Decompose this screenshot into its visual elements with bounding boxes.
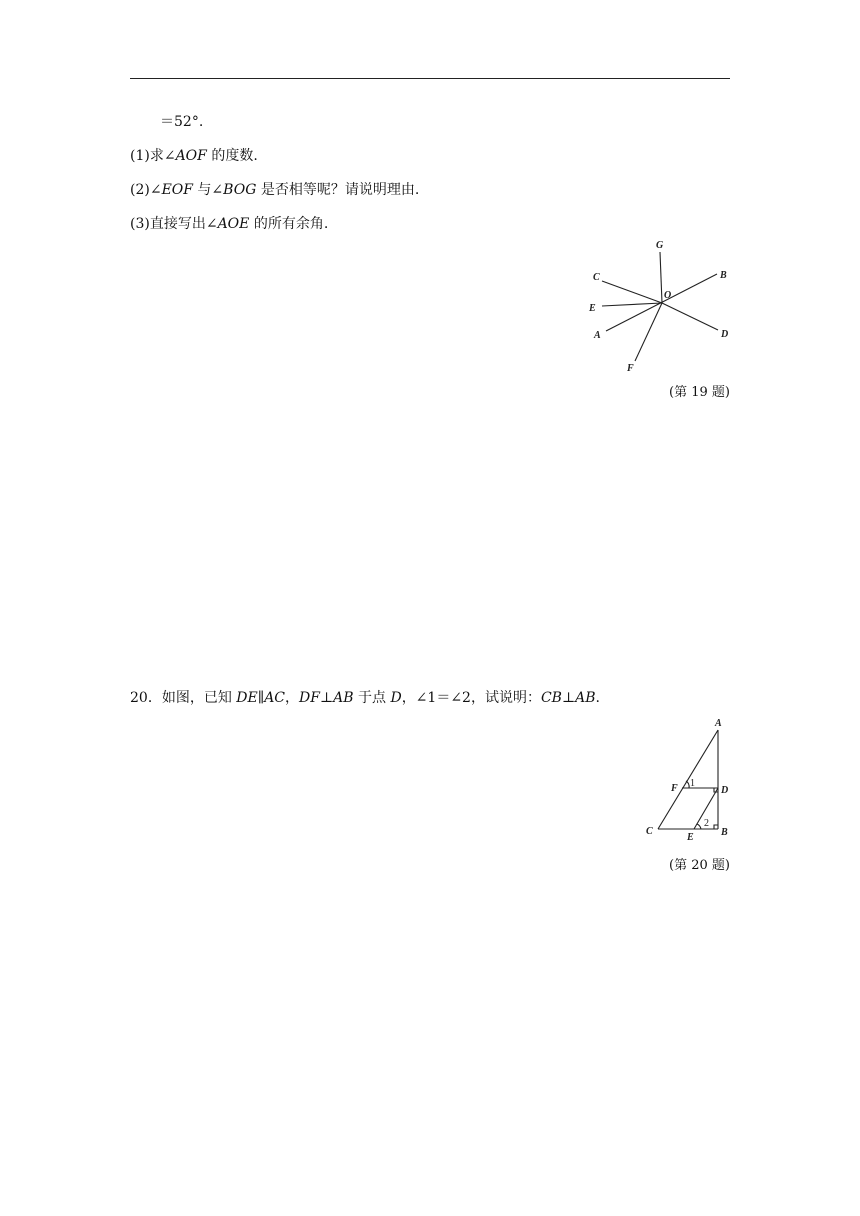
q19-label-e: E bbox=[589, 303, 596, 314]
q19-figure bbox=[580, 235, 740, 380]
q20-label-c: C bbox=[646, 826, 653, 837]
q19-figure-lines bbox=[602, 252, 718, 361]
q19-label-g: G bbox=[656, 240, 664, 251]
q20-angle-1: 1 bbox=[690, 778, 695, 789]
q19-label-o: O bbox=[664, 290, 672, 301]
header-rule bbox=[130, 78, 730, 79]
q20-angle-2: 2 bbox=[704, 818, 709, 829]
q19-part-2: (2)∠EOF 与∠BOG 是否相等呢？请说明理由. bbox=[130, 182, 420, 198]
q19-part-3: (3)直接写出∠AOE 的所有余角. bbox=[130, 216, 329, 232]
q20-label-b: B bbox=[721, 827, 728, 838]
q19-part-1: (1)求∠AOF 的度数. bbox=[130, 148, 258, 164]
q20-label-d: D bbox=[721, 785, 729, 796]
q19-label-f: F bbox=[627, 363, 634, 374]
q20-caption: (第 20 题) bbox=[669, 858, 730, 873]
q20-figure bbox=[640, 712, 740, 847]
q20-figure-lines bbox=[658, 730, 718, 829]
q19-label-b: B bbox=[720, 270, 727, 281]
q19-caption: (第 19 题) bbox=[669, 385, 730, 400]
q19-label-c: C bbox=[593, 272, 600, 283]
q20-label-a: A bbox=[715, 718, 722, 729]
q20-statement: 20．如图，已知 DE∥AC，DF⊥AB 于点 D，∠1＝∠2，试说明：CB⊥AB. bbox=[130, 690, 600, 706]
q19-continuation: ＝52°. bbox=[160, 114, 204, 130]
q19-label-a: A bbox=[594, 330, 601, 341]
q20-label-e: E bbox=[687, 832, 694, 843]
q19-label-d: D bbox=[721, 329, 729, 340]
q20-label-f: F bbox=[671, 783, 678, 794]
